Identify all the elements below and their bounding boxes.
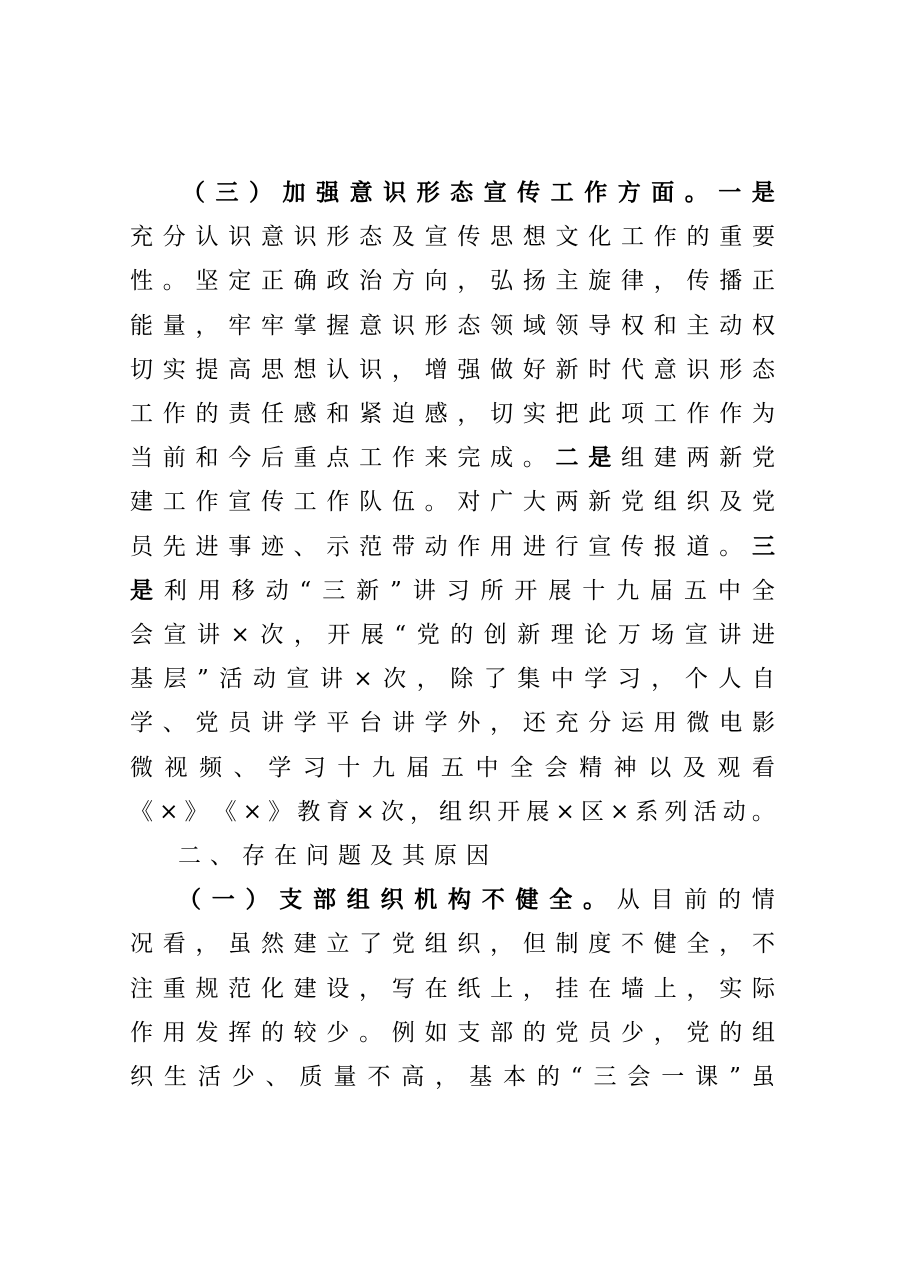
text-line: （ 三 ） 加 强 意 识 形 态 宣 传 工 作 方 面 。 一 是 [182, 179, 775, 206]
text-line: 微 视 频 、 学 习 十 九 届 五 中 全 会 精 神 以 及 观 看 [130, 754, 775, 781]
text-line: 能 量 ， 牢 牢 掌 握 意 识 形 态 领 域 领 导 权 和 主 动 权 [130, 312, 775, 339]
text-line: 性 。 坚 定 正 确 政 治 方 向 ， 弘 扬 主 旋 律 ， 传 播 正 [130, 268, 775, 295]
text-line: 会 宣 讲 × 次 ， 开 展 “ 党 的 创 新 理 论 万 场 宣 讲 进 [130, 622, 775, 648]
text-line: 工 作 的 责 任 感 和 紧 迫 感 ， 切 实 把 此 项 工 作 作 为 [130, 401, 775, 427]
text-line: 切 实 提 高 思 想 认 识 ， 增 强 做 好 新 时 代 意 识 形 态 [130, 356, 775, 383]
section-heading: 二 、 存 在 问 题 及 其 原 因 [178, 843, 489, 869]
text-line: 作 用 发 挥 的 较 少 。 例 如 支 部 的 党 员 少 ， 党 的 组 [130, 1019, 775, 1046]
text-line: 学 、 党 员 讲 学 平 台 讲 学 外 ， 还 充 分 运 用 微 电 影 [130, 710, 775, 737]
text-line: 《 × 》 《 × 》 教 育 × 次 ， 组 织 开 展 × 区 × 系 列 活 动 。 [130, 798, 775, 825]
text-line: 注 重 规 范 化 建 设 ， 写 在 纸 上 ， 挂 在 墙 上 ， 实 际 [130, 975, 775, 1002]
text-line: （ 一 ） 支 部 组 织 机 构 不 健 全 。 从 目 前 的 情 [178, 886, 775, 914]
text-line: 员 先 进 事 迹 、 示 范 带 动 作 用 进 行 宣 传 报 道 。 三 [130, 532, 775, 560]
text-line: 况 看 ， 虽 然 建 立 了 党 组 织 ， 但 制 度 不 健 全 ， 不 [130, 931, 775, 958]
text-line: 基 层 ” 活 动 宣 讲 × 次 ， 除 了 集 中 学 习 ， 个 人 自 [130, 666, 775, 693]
text-line: 建 工 作 宣 传 工 作 队 伍 。 对 广 大 两 新 党 组 织 及 党 [130, 489, 775, 516]
text-line: 织 生 活 少 、 质 量 不 高 ， 基 本 的 “ 三 会 一 课 ” 虽 [130, 1064, 775, 1090]
text-line: 当 前 和 今 后 重 点 工 作 来 完 成 。 二 是 组 建 两 新 党 [130, 444, 775, 472]
text-line: 充 分 认 识 意 识 形 态 及 宣 传 思 想 文 化 工 作 的 重 要 [130, 224, 775, 251]
text-line: 是 利 用 移 动 “ 三 新 ” 讲 习 所 开 展 十 九 届 五 中 全 [130, 576, 775, 604]
